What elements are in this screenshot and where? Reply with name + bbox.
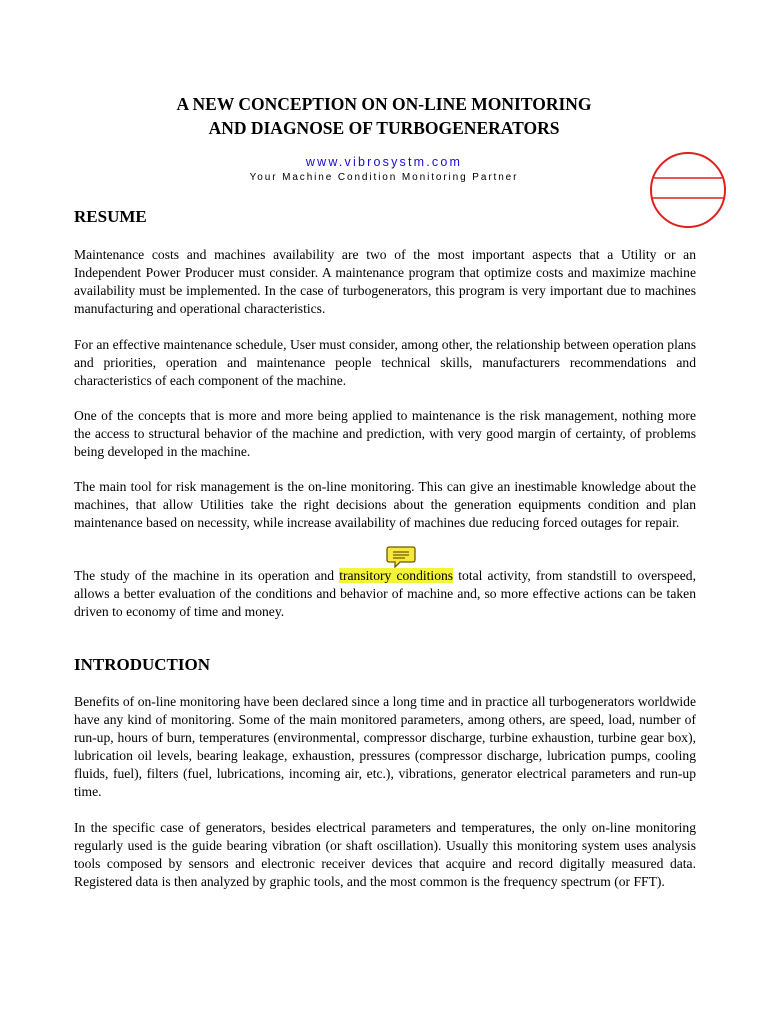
resume-paragraph-5: [74, 567, 696, 621]
introduction-paragraph-1: Benefits of on-line monitoring have been declared since a long time and in practice all turbogenerators worldwide have any kind of monitoring. Some of the main monitored parameters, among others, are speed, load, number of run-up, hours of burn, temperatures (environmental, compressor discharge, turbine exhaustion, turbine gear box), lubrication oil levels, bearing leakage, exhaustion, pressures (compressor discharge, lubrication pumps, cooling fluids, fuel), filters (fuel, lubrications, incoming air, etc.), vibrations, generator electrical parameters and run-up time.: [74, 694, 696, 799]
paragraph-text: total activity, from standstill to overspeed, allows a better evaluation of the conditions and behavior of machine and, so more effective actions can be taken driven to economy of time and money.: [74, 568, 696, 619]
paper-title: [0, 92, 768, 140]
resume-paragraph-2: For an effective maintenance schedule, User must consider, among other, the relationship between operation plans and priorities, operation and maintenance people technical skills, manufacturers recommendations and characteristics of each component of the machine.: [74, 337, 696, 388]
title-line-2: AND DIAGNOSE OF TURBOGENERATORS: [208, 118, 560, 138]
comment-note-icon[interactable]: [386, 545, 416, 569]
highlighted-text[interactable]: transitory conditions: [339, 568, 454, 583]
introduction-paragraph-2: In the specific case of generators, besides electrical parameters and temperatures, the only on-line monitoring regularly used is the guide bearing vibration (or shaft oscillation). Usually this monitoring system uses analysis tools composed by sensors and electronic receiver devices that acquire and record digitally measured data. Registered data is then analyzed by graphic tools, and the most common is the frequency spectrum (or FFT).: [74, 820, 696, 889]
resume-paragraph-1: Maintenance costs and machines availability are two of the most important aspects that a Utility or an Independent Power Producer must consider. A maintenance program that optimize costs and maximize machine availability must be implemented. In the case of turbogenerators, this program is very important due to machines manufacturing and operational characteristics.: [74, 247, 696, 316]
introduction-heading: INTRODUCTION: [74, 655, 211, 674]
website-link[interactable]: www.vibrosystm.com: [305, 155, 463, 169]
vibrosystm-logo-icon: [648, 150, 728, 230]
resume-paragraph-4: The main tool for risk management is the on-line monitoring. This can give an inestimable knowledge about the machines, that allow Utilities take the right decisions about the generation equipments condition and plan maintenance based on necessity, while increase availability of machines due reducing forced outages for repair.: [74, 479, 696, 530]
resume-heading: RESUME: [74, 207, 147, 226]
paragraph-text: The study of the machine in its operation and: [74, 568, 340, 583]
title-line-1: A NEW CONCEPTION ON ON-LINE MONITORING: [176, 94, 592, 114]
resume-paragraph-3: One of the concepts that is more and more being applied to maintenance is the risk management, nothing more the access to structural behavior of the machine and prediction, with very good margin of certainty, of problems being developed in the machine.: [74, 408, 696, 459]
company-tagline: Your Machine Condition Monitoring Partner: [249, 172, 519, 183]
